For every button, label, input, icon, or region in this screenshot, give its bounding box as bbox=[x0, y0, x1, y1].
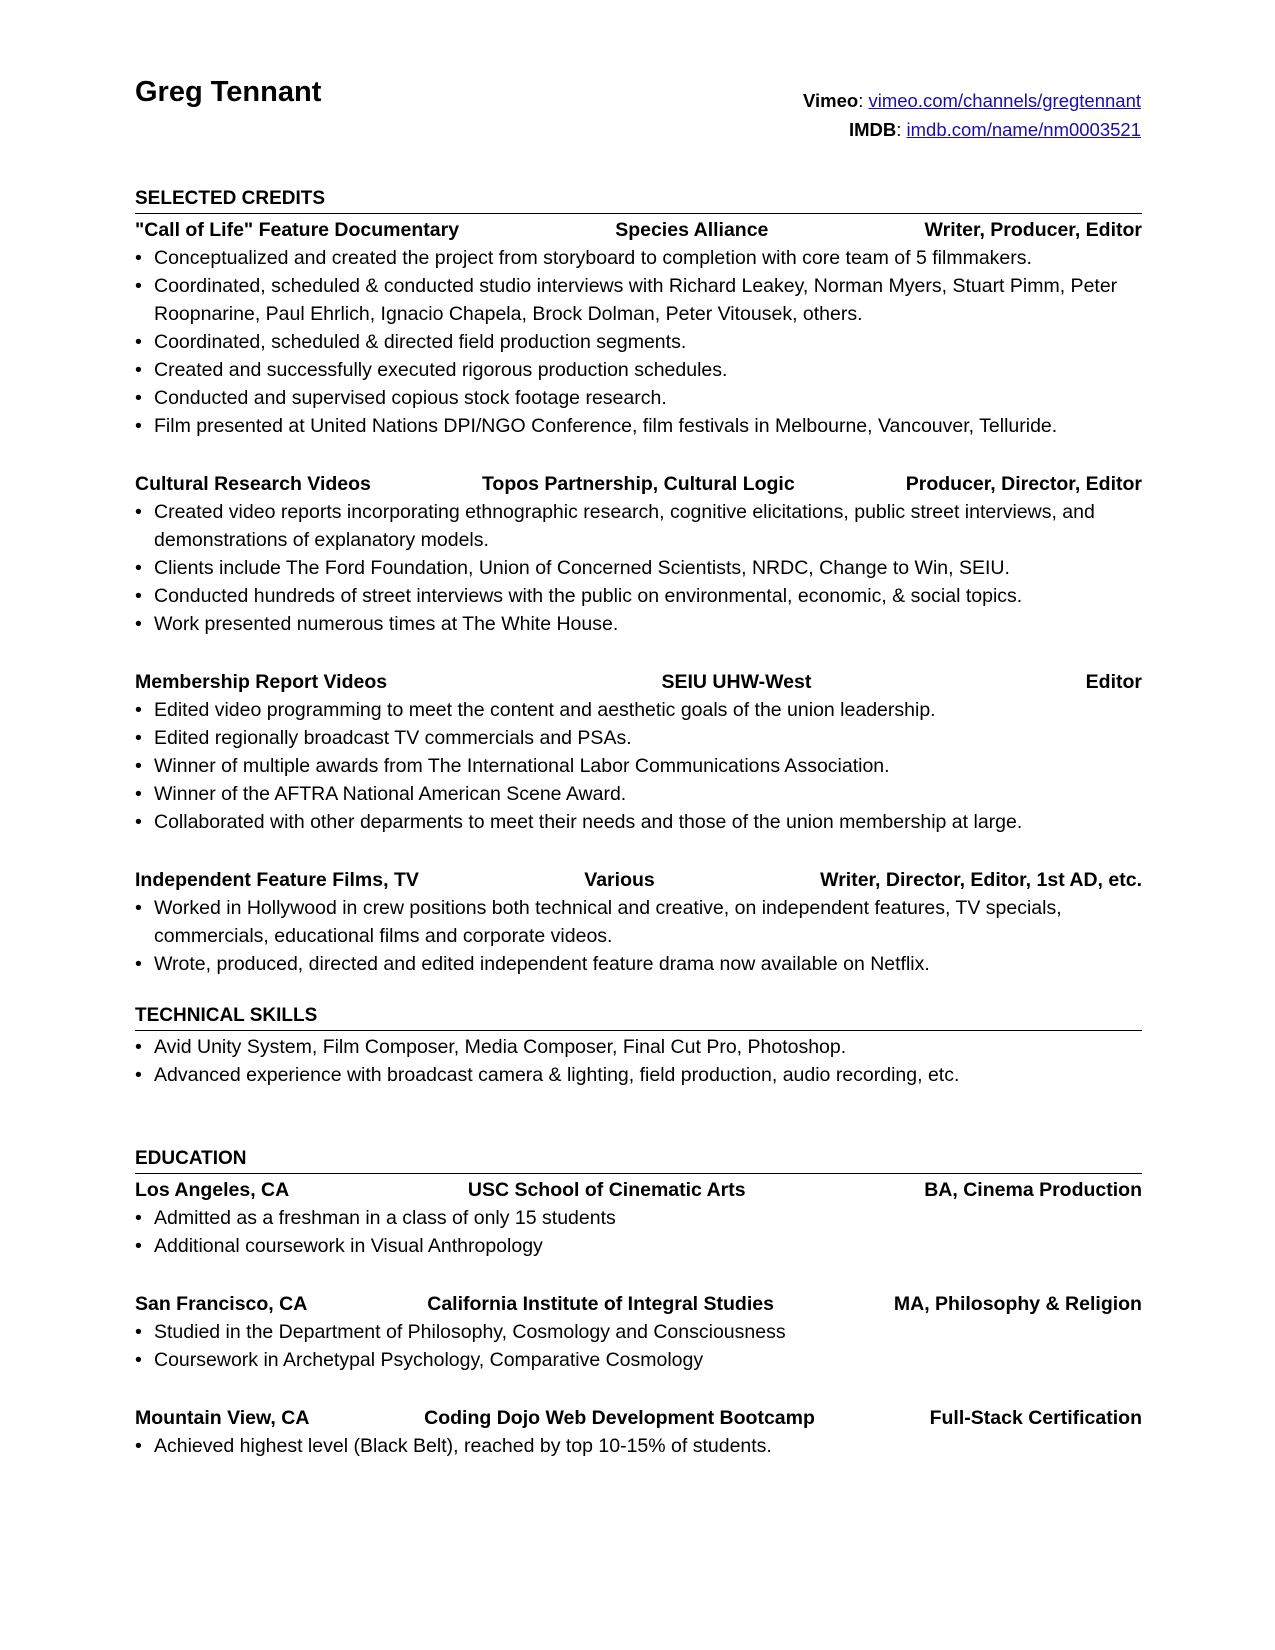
bullet-icon: • bbox=[135, 811, 142, 833]
bullet-icon: • bbox=[135, 557, 142, 579]
education-degree: BA, Cinema Production bbox=[924, 1179, 1142, 1201]
bullet-icon: • bbox=[135, 755, 142, 777]
education-bullets bbox=[135, 1318, 1142, 1374]
profile-links bbox=[803, 86, 1141, 144]
credit-org: SEIU UHW-West bbox=[661, 671, 812, 693]
credit-project: Cultural Research Videos bbox=[135, 473, 371, 495]
education-location: Los Angeles, CA bbox=[135, 1179, 290, 1201]
candidate-name: Greg Tennant bbox=[135, 76, 322, 108]
education-entry bbox=[135, 1176, 1142, 1260]
credit-bullets bbox=[135, 498, 1142, 638]
education-degree: Full-Stack Certification bbox=[929, 1407, 1142, 1429]
credit-project: "Call of Life" Feature Documentary bbox=[135, 219, 460, 241]
list-item: • Edited video programming to meet the content and aesthetic goals of the union leadership. bbox=[135, 696, 1142, 724]
education-degree: MA, Philosophy & Religion bbox=[893, 1293, 1142, 1315]
education-entry-header bbox=[135, 1176, 1142, 1204]
list-item: • Film presented at United Nations DPI/NGO Conference, film festivals in Melbourne, Vancouver, Telluride. bbox=[135, 412, 1142, 440]
list-item: • Conducted hundreds of street interviews with the public on environmental, economic, & social topics. bbox=[135, 582, 1142, 610]
vimeo-line: Vimeo: vimeo.com/channels/gregtennant bbox=[803, 90, 1141, 111]
bullet-icon: • bbox=[135, 727, 142, 749]
imdb-line: IMDB: imdb.com/name/nm0003521 bbox=[848, 119, 1141, 140]
bullet-icon: • bbox=[135, 1349, 142, 1371]
credit-entry-header bbox=[135, 668, 1142, 696]
list-item: • Created video reports incorporating ethnographic research, cognitive elicitations, public street interviews, and demonstrations of explanatory models. bbox=[135, 498, 1142, 554]
education-school: California Institute of Integral Studies bbox=[427, 1293, 774, 1315]
bullet-icon: • bbox=[135, 1036, 142, 1058]
credit-role: Writer, Director, Editor, 1st AD, etc. bbox=[820, 869, 1142, 891]
credit-entry-header bbox=[135, 866, 1142, 894]
credit-entry bbox=[135, 216, 1142, 440]
credit-role: Writer, Producer, Editor bbox=[924, 219, 1142, 241]
bullet-icon: • bbox=[135, 1064, 142, 1086]
credit-entry-header bbox=[135, 216, 1142, 244]
bullet-icon: • bbox=[135, 359, 142, 381]
education-school: Coding Dojo Web Development Bootcamp bbox=[424, 1407, 815, 1429]
section-title-skills: TECHNICAL SKILLS bbox=[135, 1005, 1142, 1031]
credit-bullets bbox=[135, 696, 1142, 836]
credit-role: Editor bbox=[1085, 671, 1142, 693]
credit-entry bbox=[135, 866, 1142, 978]
list-item: • Admitted as a freshman in a class of only 15 students bbox=[135, 1204, 1142, 1232]
imdb-label: IMDB bbox=[848, 119, 897, 140]
bullet-icon: • bbox=[135, 699, 142, 721]
bullet-icon: • bbox=[135, 783, 142, 805]
section-title-education: EDUCATION bbox=[135, 1148, 1142, 1174]
list-item: • Worked in Hollywood in crew positions both technical and creative, on independent features, TV specials, commercials, educational films and corporate videos. bbox=[135, 894, 1142, 950]
list-item: • Created and successfully executed rigorous production schedules. bbox=[135, 356, 1142, 384]
education-section bbox=[135, 1148, 1142, 1460]
list-item: • Coordinated, scheduled & conducted studio interviews with Richard Leakey, Norman Myers, Stuart Pimm, Peter Roopnarine, Paul Ehrlich, Ignacio Chapela, Brock Dolman, Peter Vitousek, others. bbox=[135, 272, 1142, 328]
credit-bullets bbox=[135, 894, 1142, 978]
bullet-icon: • bbox=[135, 387, 142, 409]
list-item: • Achieved highest level (Black Belt), reached by top 10-15% of students. bbox=[135, 1432, 1142, 1460]
list-item: • Additional coursework in Visual Anthropology bbox=[135, 1232, 1142, 1260]
bullet-icon: • bbox=[135, 501, 142, 523]
list-item: • Advanced experience with broadcast camera & lighting, field production, audio recording, etc. bbox=[135, 1061, 1142, 1089]
list-item: • Winner of the AFTRA National American Scene Award. bbox=[135, 780, 1142, 808]
list-item: • Coursework in Archetypal Psychology, Comparative Cosmology bbox=[135, 1346, 1142, 1374]
bullet-icon: • bbox=[135, 331, 142, 353]
bullet-icon: • bbox=[135, 1321, 142, 1343]
education-bullets bbox=[135, 1204, 1142, 1260]
credit-org: Species Alliance bbox=[615, 219, 769, 241]
credits-section bbox=[135, 188, 1142, 978]
list-item: • Wrote, produced, directed and edited independent feature drama now available on Netflix. bbox=[135, 950, 1142, 978]
education-entry bbox=[135, 1404, 1142, 1460]
credit-org: Various bbox=[584, 869, 655, 891]
education-school: USC School of Cinematic Arts bbox=[467, 1179, 746, 1201]
list-item: • Studied in the Department of Philosophy, Cosmology and Consciousness bbox=[135, 1318, 1142, 1346]
education-location: San Francisco, CA bbox=[135, 1293, 308, 1315]
credit-role: Producer, Director, Editor bbox=[905, 473, 1142, 495]
imdb-link[interactable]: imdb.com/name/nm0003521 bbox=[906, 119, 1141, 140]
skills-section bbox=[135, 1005, 1142, 1089]
bullet-icon: • bbox=[135, 1235, 142, 1257]
education-entry bbox=[135, 1290, 1142, 1374]
education-location: Mountain View, CA bbox=[135, 1407, 310, 1429]
list-item: • Conducted and supervised copious stock footage research. bbox=[135, 384, 1142, 412]
credit-entry bbox=[135, 668, 1142, 836]
credit-entry bbox=[135, 470, 1142, 638]
bullet-icon: • bbox=[135, 1435, 142, 1457]
credit-org: Topos Partnership, Cultural Logic bbox=[481, 473, 795, 495]
vimeo-link[interactable]: vimeo.com/channels/gregtennant bbox=[868, 90, 1141, 111]
education-bullets bbox=[135, 1432, 1142, 1460]
credit-bullets bbox=[135, 244, 1142, 440]
list-item: • Collaborated with other deparments to meet their needs and those of the union membership at large. bbox=[135, 808, 1142, 836]
education-entry-header bbox=[135, 1404, 1142, 1432]
credit-entry-header bbox=[135, 470, 1142, 498]
bullet-icon: • bbox=[135, 275, 142, 297]
bullet-icon: • bbox=[135, 585, 142, 607]
list-item: • Avid Unity System, Film Composer, Media Composer, Final Cut Pro, Photoshop. bbox=[135, 1033, 1142, 1061]
bullet-icon: • bbox=[135, 247, 142, 269]
credit-project: Membership Report Videos bbox=[135, 671, 388, 693]
list-item: • Conceptualized and created the project from storyboard to completion with core team of 5 filmmakers. bbox=[135, 244, 1142, 272]
skills-bullets bbox=[135, 1033, 1142, 1089]
list-item: • Coordinated, scheduled & directed field production segments. bbox=[135, 328, 1142, 356]
bullet-icon: • bbox=[135, 953, 142, 975]
section-title-credits: SELECTED CREDITS bbox=[135, 188, 1142, 214]
bullet-icon: • bbox=[135, 1207, 142, 1229]
bullet-icon: • bbox=[135, 613, 142, 635]
list-item: • Clients include The Ford Foundation, Union of Concerned Scientists, NRDC, Change to Win, SEIU. bbox=[135, 554, 1142, 582]
education-entry-header bbox=[135, 1290, 1142, 1318]
list-item: • Winner of multiple awards from The International Labor Communications Association. bbox=[135, 752, 1142, 780]
vimeo-label: Vimeo bbox=[803, 90, 859, 111]
list-item: • Edited regionally broadcast TV commercials and PSAs. bbox=[135, 724, 1142, 752]
list-item: • Work presented numerous times at The White House. bbox=[135, 610, 1142, 638]
bullet-icon: • bbox=[135, 897, 142, 919]
bullet-icon: • bbox=[135, 415, 142, 437]
credit-project: Independent Feature Films, TV bbox=[135, 869, 419, 891]
